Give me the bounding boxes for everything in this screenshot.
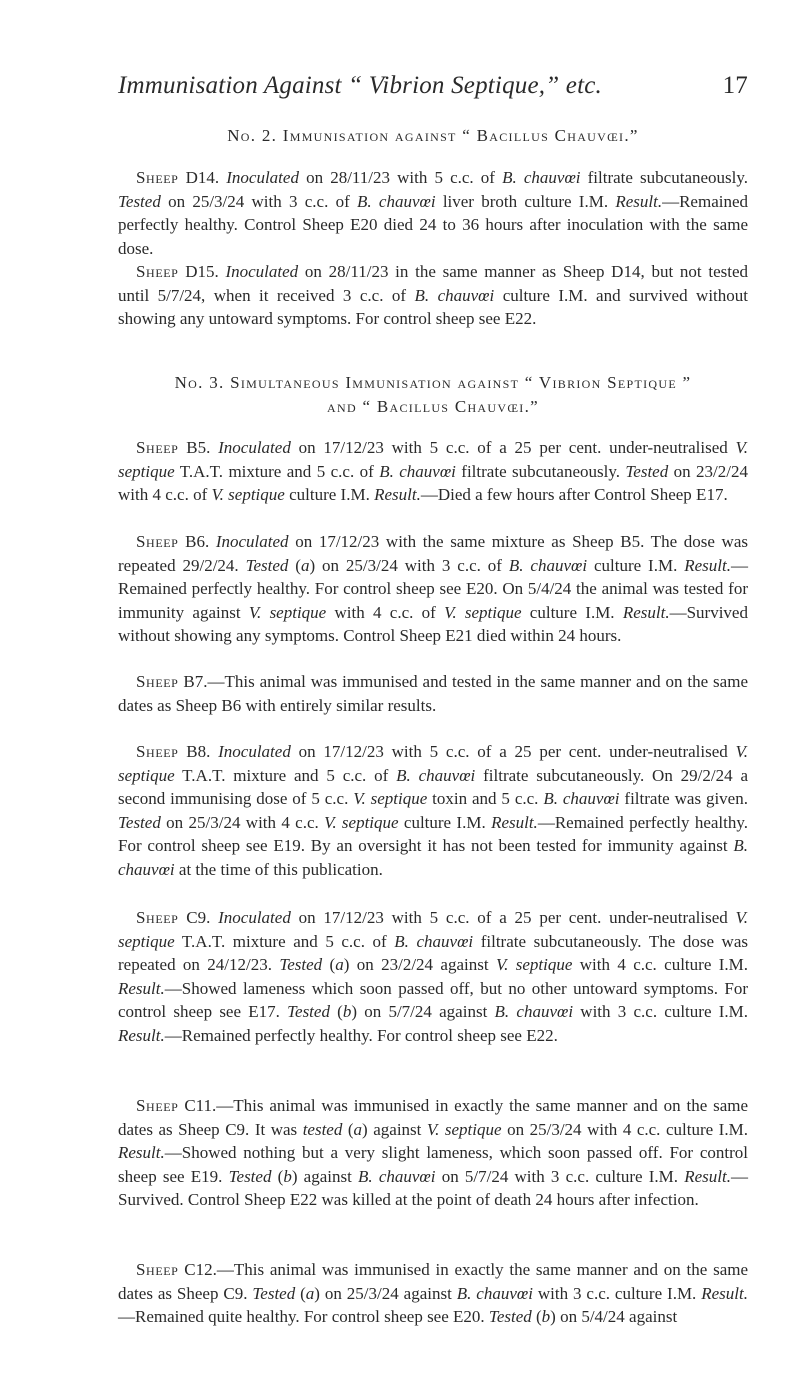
term-tested: Tested bbox=[287, 1002, 330, 1022]
species-name: B. chauvœi bbox=[358, 1166, 436, 1186]
paragraph-sheep-d14 bbox=[118, 166, 748, 260]
page-number: 17 bbox=[722, 72, 748, 99]
term-inoculated: Inoculated bbox=[226, 168, 299, 187]
term-result: Result. bbox=[684, 1166, 731, 1186]
text-run: —Showed lameness which soon passed off, but no other untoward symptoms. For control sheep see E17. bbox=[118, 978, 748, 1022]
text-run: on 28/11/23 with 5 c.c. of bbox=[298, 168, 503, 187]
section-3-heading-line-2: and “ Bacillus Chauvœi.” bbox=[327, 397, 539, 416]
species-name: B. chauvœi bbox=[414, 285, 495, 305]
species-name: B. chauvœi bbox=[456, 1283, 533, 1303]
text-run: culture I.M. bbox=[398, 812, 492, 832]
term-tested: Tested bbox=[245, 555, 289, 575]
paragraph-text bbox=[118, 1258, 748, 1329]
sheep-label: Sheep bbox=[136, 742, 179, 761]
text-run: on 23/2/24 with 4 c.c. of bbox=[118, 461, 749, 505]
text-run: culture I.M. bbox=[521, 602, 623, 622]
text-run: with 4 c.c. culture I.M. bbox=[572, 955, 749, 975]
term-result: Result. bbox=[684, 555, 731, 575]
text-run: culture I.M. bbox=[587, 555, 685, 575]
text-run: ) against bbox=[362, 1119, 427, 1139]
term-result: Result. bbox=[701, 1283, 748, 1303]
text-run: on 5/7/24 with 3 c.c. culture I.M. bbox=[435, 1166, 685, 1186]
term-tested: Tested bbox=[625, 461, 669, 481]
text-run: filtrate was given. bbox=[619, 789, 748, 809]
text-run: —Survived without showing any symptoms. Control Sheep E21 died within 24 hours. bbox=[118, 602, 748, 646]
paragraph-sheep-b5 bbox=[118, 436, 748, 507]
sheep-label: Sheep bbox=[136, 532, 179, 551]
subpart-letter: b bbox=[541, 1307, 551, 1327]
species-name: B. chauvœi bbox=[394, 931, 474, 951]
species-name: B. chauvœi bbox=[118, 836, 748, 879]
paragraph-sheep-d15 bbox=[118, 260, 748, 331]
text-run: on 17/12/23 with 5 c.c. of a 25 per cent. under-neutralised bbox=[290, 438, 736, 457]
text-run: on 25/3/24 with 4 c.c. bbox=[160, 812, 325, 832]
section-3-heading-line-1: No. 3. Simultaneous Immunisation against “ Vibrion Septique ” bbox=[174, 373, 692, 392]
species-name: B. chauvœi bbox=[357, 191, 436, 211]
text-run: ) on 23/2/24 against bbox=[343, 955, 496, 975]
subpart-letter: b bbox=[283, 1166, 292, 1186]
sheep-id: D15. bbox=[185, 262, 219, 281]
sheep-label: Sheep bbox=[136, 438, 179, 457]
text-run: filtrate subcutaneously. bbox=[580, 168, 749, 187]
sheep-id: C11. bbox=[184, 1096, 217, 1115]
species-name: V. septique bbox=[211, 485, 285, 505]
sheep-label: Sheep bbox=[136, 1260, 179, 1279]
text-run: on 17/12/23 with the same mixture as Sheep B5. The dose was repeated 29/2/24. bbox=[118, 532, 748, 575]
text-run: at the time of this publication. bbox=[174, 859, 383, 879]
term-result: Result. bbox=[491, 812, 538, 832]
text-run: on 25/3/24 with 3 c.c. of bbox=[160, 191, 358, 211]
text-run: ( bbox=[342, 1119, 354, 1139]
species-name: V. septique bbox=[353, 789, 428, 809]
sheep-id: B7. bbox=[183, 672, 208, 691]
subpart-letter: a bbox=[353, 1119, 363, 1139]
paragraph-text bbox=[118, 260, 748, 331]
species-name: V. septique bbox=[248, 602, 327, 622]
sheep-id: C9. bbox=[186, 908, 211, 927]
text-run: with 4 c.c. of bbox=[326, 602, 445, 622]
text-run: ( bbox=[288, 555, 301, 575]
text-run: —Died a few hours after Control Sheep E17. bbox=[420, 485, 728, 505]
text-run: T.A.T. mixture and 5 c.c. of bbox=[174, 765, 397, 785]
paragraph-text bbox=[118, 906, 748, 1048]
sheep-id: B5. bbox=[186, 438, 211, 457]
paragraph-sheep-c11 bbox=[118, 1094, 748, 1212]
text-run: liver broth culture I.M. bbox=[435, 191, 616, 211]
subpart-letter: a bbox=[300, 555, 310, 575]
text-run: —Remained perfectly healthy. Control Sheep E20 died 24 to 36 hours after inoculation with the same dose. bbox=[118, 191, 749, 258]
text-run: filtrate subcutaneously. On 29/2/24 a second immunising dose of 5 c.c. bbox=[118, 765, 748, 809]
term-inoculated: Inoculated bbox=[215, 532, 289, 551]
species-name: B. chauvœi bbox=[543, 789, 620, 809]
text-run: with 3 c.c. culture I.M. bbox=[573, 1002, 748, 1022]
text-run: —Showed nothing but a very slight lameness, which soon passed off. For control sheep see E19. bbox=[118, 1143, 748, 1186]
paragraph-sheep-c12 bbox=[118, 1258, 748, 1329]
term-inoculated: Inoculated bbox=[218, 438, 291, 457]
text-run: on 17/12/23 with 5 c.c. of a 25 per cent. under-neutralised bbox=[290, 742, 736, 761]
running-title: Immunisation Against “ Vibrion Septique,” etc. bbox=[118, 72, 602, 99]
paragraph-sheep-b6 bbox=[118, 530, 748, 648]
sheep-label: Sheep bbox=[136, 168, 179, 187]
text-run: —Survived. Control Sheep E22 was killed at the point of death 24 hours after infection. bbox=[118, 1166, 748, 1210]
paragraph-text bbox=[118, 530, 748, 648]
text-run: —This animal was immunised and tested in the same manner and on the same dates as Sheep B6 with entirely similar results. bbox=[118, 672, 748, 715]
term-inoculated: Inoculated bbox=[218, 742, 291, 761]
species-name: V. septique bbox=[426, 1119, 502, 1139]
text-run: T.A.T. mixture and 5 c.c. of bbox=[174, 461, 380, 481]
term-result: Result. bbox=[118, 1143, 165, 1163]
text-run: on 25/3/24 with 4 c.c. culture I.M. bbox=[501, 1119, 748, 1139]
text-run: —Remained perfectly healthy. For control sheep see E22. bbox=[164, 1025, 558, 1045]
sheep-label: Sheep bbox=[136, 672, 179, 691]
subpart-letter: a bbox=[305, 1283, 315, 1303]
term-tested: Tested bbox=[118, 812, 161, 832]
term-result: Result. bbox=[118, 978, 165, 998]
species-name: V. septique bbox=[444, 602, 522, 622]
text-run: with 3 c.c. culture I.M. bbox=[532, 1283, 702, 1303]
text-run: ) on 5/4/24 against bbox=[550, 1307, 678, 1327]
species-name: V. septique bbox=[118, 742, 748, 785]
species-name: B. chauvœi bbox=[396, 765, 476, 785]
sheep-label: Sheep bbox=[136, 908, 179, 927]
sheep-label: Sheep bbox=[136, 1096, 179, 1115]
species-name: V. septique bbox=[324, 812, 399, 832]
paragraph-text bbox=[118, 436, 748, 507]
species-name: V. septique bbox=[118, 438, 748, 481]
species-name: B. chauvœi bbox=[502, 168, 581, 187]
sheep-id: C12. bbox=[184, 1260, 217, 1279]
text-run: ( bbox=[295, 1283, 306, 1303]
text-run: ) against bbox=[291, 1166, 359, 1186]
text-run: T.A.T. mixture and 5 c.c. of bbox=[174, 931, 395, 951]
sheep-id: D14. bbox=[185, 168, 220, 187]
sheep-label: Sheep bbox=[136, 262, 179, 281]
sheep-id: B8. bbox=[186, 742, 211, 761]
paragraph-text bbox=[118, 670, 748, 717]
text-run: ) on 25/3/24 against bbox=[314, 1283, 457, 1303]
term-result: Result. bbox=[622, 602, 670, 622]
text-run: culture I.M. and survived without showing any untoward symptoms. For control sheep see E22. bbox=[118, 285, 748, 329]
text-run: ( bbox=[322, 955, 336, 975]
term-tested: Tested bbox=[279, 955, 323, 975]
species-name: B. chauvœi bbox=[508, 555, 588, 575]
term-tested: Tested bbox=[488, 1307, 532, 1327]
text-run: —Remained perfectly healthy. For control sheep see E20. On 5/4/24 the animal was tested for immunity against bbox=[118, 555, 748, 622]
term-result: Result. bbox=[118, 1025, 165, 1045]
species-name: V. septique bbox=[495, 955, 573, 975]
text-run: culture I.M. bbox=[284, 485, 375, 505]
term-inoculated: Inoculated bbox=[225, 262, 299, 281]
text-run: ) on 25/3/24 with 3 c.c. of bbox=[309, 555, 509, 575]
text-run: ( bbox=[271, 1166, 284, 1186]
species-name: B. chauvœi bbox=[379, 461, 456, 481]
text-run: —This animal was immunised in exactly the same manner and on the same dates as Sheep C9. It was bbox=[118, 1096, 749, 1139]
species-name: V. septique bbox=[118, 908, 748, 951]
text-run: ) on 5/7/24 against bbox=[351, 1002, 495, 1022]
text-run: filtrate subcutaneously. The dose was repeated on 24/12/23. bbox=[118, 931, 748, 975]
text-run: filtrate subcutaneously. bbox=[455, 461, 626, 481]
text-run: ( bbox=[531, 1307, 542, 1327]
text-run: —This animal was immunised in exactly the same manner and on the same dates as Sheep C9. bbox=[118, 1260, 749, 1303]
term-result: Result. bbox=[374, 485, 421, 505]
term-tested: Tested bbox=[118, 191, 161, 211]
term-tested: Tested bbox=[252, 1283, 296, 1303]
term-tested: tested bbox=[302, 1119, 343, 1139]
paragraph-text bbox=[118, 1094, 748, 1212]
paragraph-text bbox=[118, 740, 748, 882]
text-run: —Remained quite healthy. For control sheep see E20. bbox=[118, 1307, 489, 1327]
paragraph-sheep-c9 bbox=[118, 906, 748, 1048]
subpart-letter: a bbox=[335, 955, 344, 975]
section-2-heading: No. 2. Immunisation against “ Bacillus Chauvœi.” bbox=[227, 126, 639, 145]
term-result: Result. bbox=[615, 191, 663, 211]
running-head bbox=[118, 72, 748, 108]
sheep-id: B6. bbox=[185, 532, 210, 551]
species-name: B. chauvœi bbox=[494, 1002, 574, 1022]
text-run: on 17/12/23 with 5 c.c. of a 25 per cent. under-neutralised bbox=[290, 908, 736, 927]
paragraph-sheep-b8 bbox=[118, 740, 748, 882]
paragraph-text bbox=[118, 166, 748, 260]
text-run: on 28/11/23 in the same manner as Sheep D14, but not tested until 5/7/24, when it received 3 c.c. of bbox=[118, 262, 749, 305]
term-tested: Tested bbox=[228, 1166, 272, 1186]
paragraph-sheep-b7 bbox=[118, 670, 748, 717]
text-run: toxin and 5 c.c. bbox=[427, 789, 544, 809]
text-run: ( bbox=[329, 1002, 343, 1022]
subpart-letter: b bbox=[342, 1002, 352, 1022]
term-inoculated: Inoculated bbox=[218, 908, 291, 927]
text-run: —Remained perfectly healthy. For control sheep see E19. By an oversight it has not been tested for immunity against bbox=[118, 812, 748, 856]
